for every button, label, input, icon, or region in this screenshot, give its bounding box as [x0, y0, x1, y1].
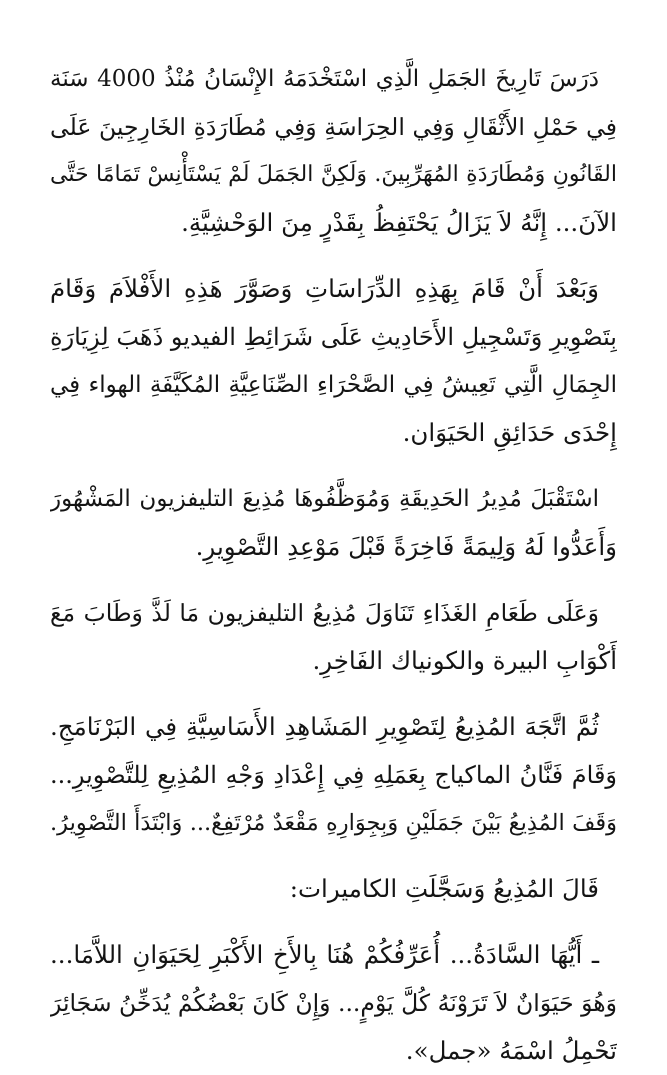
paragraph-announcer-said [50, 865, 617, 913]
text-line: القَانُونِ وَمُطَارَدَةِ المُهَرِّبِينَ. وَلَكِنَّ الجَمَلَ لَمْ يَسْتَأْنِسْ تَمَامًا حَتَّى [50, 162, 617, 187]
text-line: ثُمَّ اتَّجَهَ المُذِيعُ لِتَصْوِيرِ المَشَاهِدِ الأَسَاسِيَّةِ فِي البَرْنَامَجِ. [50, 712, 599, 741]
paragraph-lunch [50, 589, 617, 685]
text-line: الآنَ... إِنَّهُ لاَ يَزَالُ يَحْتَفِظُ بِقَدْرٍ مِنَ الوَحْشِيَّةِ. [181, 208, 617, 237]
paragraph-dialogue [50, 931, 617, 1075]
text-line: ـ أَيُّهَا السَّادَةُ... أُعَرِّفُكُمْ هُنَا بِالأَخِ الأَكْبَرِ لِحَيَوَانِ اللاَّمَا... [50, 940, 599, 969]
text-line: قَالَ المُذِيعُ وَسَجَّلَتِ الكاميرات: [289, 874, 599, 903]
text-line: بِتَصْوِيرِ وَتَسْجِيلِ الأَحَادِيثِ عَلَى شَرَائِطِ الفيديو ذَهَبَ لِزِيَارَةِ [50, 323, 617, 351]
text-line: وَقَامَ فَنَّانُ الماكياج بِعَمَلِهِ فِي إِعْدَادِ وَجْهِ المُذِيعِ لِلتَّصْوِيرِ... [50, 761, 617, 789]
text-line: تَحْمِلُ اسْمَهُ «جمل». [405, 1036, 617, 1065]
text-line: وَهُوَ حَيَوَانٌ لاَ تَرَوْنَهُ كُلَّ يَوْمٍ... وَإِنْ كَانَ بَعْضُكُمْ يُدَخِّنُ سَجَائِرَ [50, 989, 617, 1017]
text-line: وَقَفَ المُذِيعُ بَيْنَ جَمَلَيْنِ وَبِجِوَارِهِ مَقْعَدٌ مُرْتَفِعٌ... وَابْتَدَأَ التَّصْوِيرُ. [50, 810, 617, 836]
text-line: فِي حَمْلِ الأَثْقَالِ وَفِي الحِرَاسَةِ وَفِي مُطَارَدَةِ الخَارِجِينَ عَلَى [50, 113, 617, 141]
paragraph-filming [50, 703, 617, 847]
text-line: وَأَعَدُّوا لَهُ وَلِيمَةً فَاخِرَةً قَبْلَ مَوْعِدِ التَّصْوِيرِ. [195, 532, 617, 561]
text-line: اسْتَقْبَلَ مُدِيرُ الحَدِيقَةِ وَمُوَظَّفُوهَا مُذِيعَ التليفزيون المَشْهُورَ [50, 486, 599, 512]
text-line: إِحْدَى حَدَائِقِ الحَيَوَان. [402, 418, 617, 447]
paragraph-reception [50, 475, 617, 571]
text-line: أَكْوَابِ البيرة والكونياك الفَاخِرِ. [312, 646, 617, 675]
paragraph-zoo-visit [50, 265, 617, 457]
text-line: وَعَلَى طَعَامِ الغَذَاءِ تَنَاوَلَ مُذِيعُ التليفزيون مَا لَذَّ وَطَابَ مَعَ [50, 599, 599, 627]
text-line: الجِمَالِ الَّتِي تَعِيشُ فِي الصَّحْرَاءِ الصِّنَاعِيَّةِ المُكَيَّفَةِ الهواء فِي [50, 372, 617, 398]
text-line: دَرَسَ تَارِيخَ الجَمَلِ الَّذِي اسْتَخْدَمَهُ الإِنْسَانُ مُنْذُ 4000 سَنَة [50, 66, 599, 92]
text-line: وَبَعْدَ أَنْ قَامَ بِهَذِهِ الدِّرَاسَاتِ وَصَوَّرَ هَذِهِ الأَفْلاَمَ وَقَامَ [50, 274, 599, 303]
paragraph-camel-history [50, 55, 617, 247]
